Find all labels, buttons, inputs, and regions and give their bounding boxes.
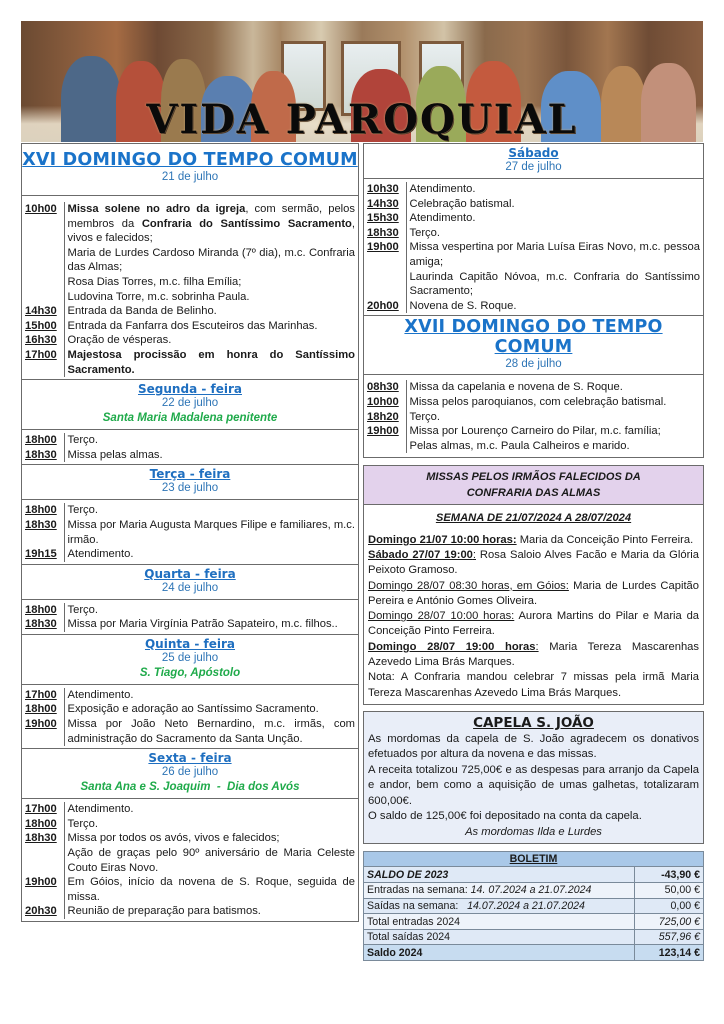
day-date: 21 de julho <box>161 171 219 183</box>
schedule-row <box>22 817 358 832</box>
missas-entry <box>368 548 699 579</box>
boletim-table <box>363 851 704 961</box>
schedule-text: Majestosa procissão em honra do Santíssimo Sacramento. <box>67 348 355 376</box>
missas-week: SEMANA DE 21/07/2024 A 28/07/2024 <box>435 512 632 525</box>
schedule-time <box>22 846 64 875</box>
label-dates: 14. 07.2024 a 21.07.2024 <box>470 884 592 897</box>
schedule-text: Terço. <box>67 603 98 616</box>
schedule-row <box>22 831 358 846</box>
schedule-text: Terço. <box>67 817 98 830</box>
schedule-row <box>364 424 703 439</box>
schedule-row <box>22 688 358 703</box>
day-date: 28 de julho <box>505 358 562 371</box>
schedule-time <box>22 290 64 305</box>
boletim-title: BOLETIM <box>364 851 704 867</box>
missas-header <box>364 466 703 505</box>
schedule-row <box>22 702 358 717</box>
schedule-text: Atendimento. <box>67 803 134 816</box>
schedule-row <box>22 717 358 746</box>
schedule-time: 18h00 <box>22 433 64 448</box>
bold-text: Missa solene no adro da igreja <box>67 203 246 215</box>
schedule-row <box>22 846 358 875</box>
boletim-row <box>364 898 704 914</box>
day-date: 27 de julho <box>505 161 562 173</box>
entry-label: Sábado 27/07 19:00 <box>368 548 473 561</box>
text: , vivos e falecidos; <box>67 217 355 245</box>
schedule-row <box>22 904 358 919</box>
schedule-time: 16h30 <box>22 333 64 348</box>
schedule-row <box>22 333 358 348</box>
schedule-row <box>22 518 358 547</box>
label-dates: 14.07.2024 a 21.07.2024 <box>467 899 585 912</box>
missas-note: Nota: A Confraria mandou celebrar 7 missas pela irmã Maria Tereza Mascarenhas Azevedo Lima Brás Marques. <box>368 671 699 699</box>
schedule-text <box>64 202 358 246</box>
schedule-time: 18h00 <box>22 603 64 618</box>
boletim-value: 0,00 € <box>635 898 704 914</box>
schedule-time: 18h30 <box>22 617 64 632</box>
schedule-time: 18h30 <box>22 831 64 846</box>
schedule-text: Missa da capelania e novena de S. Roque. <box>409 381 623 394</box>
schedule-time: 17h00 <box>22 802 64 817</box>
friday-header <box>22 749 358 799</box>
boletim-label <box>364 914 635 930</box>
schedule-time: 20h30 <box>22 904 64 919</box>
sunday-title: XVII DOMINGO DO TEMPO COMUM <box>404 317 663 358</box>
schedule-row <box>364 270 703 299</box>
schedule-time: 19h00 <box>22 875 64 904</box>
boletim-value: 50,00 € <box>635 883 704 899</box>
missas-title-line: MISSAS PELOS IRMÃOS FALECIDOS DA <box>426 471 641 484</box>
entry-text: Maria da Conceição Pinto Ferreira. <box>516 533 694 546</box>
sunday-xvi-header <box>22 144 358 196</box>
schedule-text: Exposição e adoração ao Santíssimo Sacramento. <box>67 703 319 716</box>
schedule-row <box>364 226 703 241</box>
schedule-text: Atendimento. <box>67 548 134 561</box>
missas-entry <box>368 609 699 640</box>
schedule-row <box>364 380 703 395</box>
schedule-time: 15h00 <box>22 319 64 334</box>
schedule-text: Celebração batismal. <box>409 197 515 210</box>
schedule-time: 19h00 <box>22 717 64 746</box>
label-text: SALDO DE 2023 <box>367 868 449 881</box>
boletim-value: 123,14 € <box>635 945 704 961</box>
schedule-row <box>364 211 703 226</box>
boletim-row <box>364 929 704 945</box>
capela-signature: As mordomas Ilda e Lurdes <box>465 825 602 838</box>
boletim-row <box>364 867 704 883</box>
capela-paragraph: As mordomas da capela de S. João agradecem os donativos efetuados por altura da novena e das missas. <box>368 732 699 761</box>
schedule-row <box>22 875 358 904</box>
schedule-time: 19h15 <box>22 547 64 562</box>
schedule-row <box>364 439 703 454</box>
thursday-schedule <box>22 685 358 749</box>
page-title: VIDA PAROQUIAL <box>146 96 578 142</box>
schedule-text: Missa por João Neto Bernardino, m.c. irmãs, com administração do Sacramento da Santa Unção. <box>67 718 355 745</box>
schedule-text: Novena de S. Roque. <box>409 299 517 312</box>
schedule-text: Ludovina Torre, m.c. sobrinha Paula. <box>67 290 250 303</box>
capela-paragraph: A receita totalizou 725,00€ e as despesas para arranjo da Capela e andor, bem como a aquisição de umas galhetas, totalizaram 600,00€. <box>368 763 699 807</box>
label-text: Entradas na semana: <box>367 884 471 897</box>
capela-box <box>363 711 704 844</box>
schedule-row <box>364 299 703 314</box>
wednesday-schedule <box>22 600 358 635</box>
entry-sep: : <box>472 548 476 561</box>
day-title: Terça - feira <box>149 467 231 482</box>
day-feast: Santa Ana e S. Joaquim - Dia dos Avós <box>80 781 300 794</box>
sunday-xvi-schedule <box>22 196 358 380</box>
schedule-row <box>22 547 358 562</box>
day-title: Quinta - feira <box>144 636 236 651</box>
saturday-schedule <box>364 179 703 316</box>
schedule-text: Atendimento. <box>409 212 476 225</box>
schedule-text: Oração de vésperas. <box>67 334 172 347</box>
schedule-time: 18h00 <box>22 702 64 717</box>
schedule-time <box>364 439 406 454</box>
label-text: Total saídas 2024 <box>367 931 451 944</box>
missas-title-line: CONFRARIA DAS ALMAS <box>466 487 601 500</box>
boletim-value: 557,96 € <box>635 929 704 945</box>
header-banner-image <box>21 21 703 142</box>
sunday-xvii-schedule <box>364 375 703 457</box>
thursday-header <box>22 635 358 685</box>
left-column <box>21 143 359 922</box>
schedule-text: Missa por Maria Virgínia Patrão Sapateiro, m.c. filhos.. <box>67 618 338 631</box>
schedule-text: Missa pelos paroquianos, com celebração batismal. <box>409 395 667 408</box>
schedule-row <box>22 433 358 448</box>
capela-paragraph: O saldo de 125,00€ foi depositado na conta da capela. <box>368 810 642 823</box>
day-title: Sábado <box>508 146 559 160</box>
missas-body <box>364 505 703 704</box>
day-title: Quarta - feira <box>144 566 236 581</box>
schedule-row <box>22 617 358 632</box>
schedule-text: Atendimento. <box>409 183 476 195</box>
schedule-row <box>22 802 358 817</box>
schedule-text: Terço. <box>67 504 98 517</box>
day-feast: Santa Maria Madalena penitente <box>102 412 278 425</box>
entry-text: Rosa Saloio Alves Facão e Maria da Glória Peixoto Gramoso. <box>368 548 699 577</box>
schedule-time: 17h00 <box>22 688 64 703</box>
schedule-text: Missa vespertina por Maria Luísa Eiras Novo, m.c. pessoa amiga; <box>409 241 700 268</box>
schedule-text: Maria de Lurdes Cardoso Miranda (7º dia), m.c. Confraria das Almas; <box>67 246 355 274</box>
schedule-time: 14h30 <box>22 304 64 319</box>
entry-label: Domingo 21/07 10:00 horas: <box>368 533 517 546</box>
schedule-time: 10h00 <box>22 202 64 246</box>
day-date: 23 de julho <box>161 482 219 495</box>
schedule-time: 20h00 <box>364 299 406 314</box>
bold-text: Confraria do Santíssimo Sacramento <box>141 217 352 230</box>
schedule-time: 10h00 <box>364 395 406 410</box>
missas-entry <box>368 533 699 548</box>
schedule-time: 18h00 <box>22 817 64 832</box>
friday-schedule <box>22 799 358 921</box>
schedule-time: 08h30 <box>364 380 406 395</box>
schedule-row <box>22 304 358 319</box>
schedule-time <box>22 246 64 275</box>
schedule-time: 10h30 <box>364 182 406 197</box>
boletim-label <box>364 867 635 883</box>
schedule-time: 18h30 <box>22 518 64 547</box>
boletim-row <box>364 914 704 930</box>
entry-text: Maria Tereza Mascarenhas Azevedo Lima Brás Marques. <box>368 640 699 668</box>
schedule-row <box>364 197 703 212</box>
entry-label: Domingo 28/07 19:00 horas <box>368 640 536 653</box>
schedule-text: Terço. <box>409 226 440 239</box>
weekend-schedule-box <box>363 143 704 458</box>
schedule-row <box>364 182 703 197</box>
schedule-row <box>22 319 358 334</box>
schedule-row <box>22 448 358 463</box>
schedule-text: Missa por Maria Augusta Marques Filipe e familiares, m.c. irmão. <box>67 518 355 546</box>
schedule-time: 19h00 <box>364 424 406 439</box>
boletim-header-row <box>364 851 704 867</box>
schedule-text: Missa por todos os avós, vivos e falecidos; <box>67 832 280 845</box>
label-text: Saldo 2024 <box>367 946 423 959</box>
schedule-time <box>364 270 406 299</box>
monday-header <box>22 380 358 430</box>
schedule-text: Entrada da Banda de Belinho. <box>67 305 217 318</box>
boletim-label <box>364 929 635 945</box>
label-text: Saídas na semana: <box>367 899 468 912</box>
missas-confraria-box <box>363 465 704 705</box>
schedule-time: 18h30 <box>364 226 406 241</box>
day-date: 22 de julho <box>161 397 219 410</box>
schedule-text: Entrada da Fanfarra dos Escuteiros das Marinhas. <box>67 319 318 332</box>
schedule-time: 18h20 <box>364 410 406 425</box>
capela-title: CAPELA S. JOÃO <box>473 714 594 731</box>
schedule-row <box>22 246 358 275</box>
schedule-row <box>364 395 703 410</box>
boletim-row <box>364 883 704 899</box>
schedule-text: Terço. <box>409 410 440 423</box>
schedule-text: Laurinda Capitão Nóvoa, m.c. Confraria do Santíssimo Sacramento; <box>409 270 700 298</box>
schedule-time: 17h00 <box>22 348 64 377</box>
saturday-header <box>364 144 703 179</box>
schedule-time: 14h30 <box>364 197 406 212</box>
schedule-time: 18h30 <box>22 448 64 463</box>
wednesday-header <box>22 565 358 600</box>
schedule-text: Rosa Dias Torres, m.c. filha Emília; <box>67 275 242 288</box>
missas-entry <box>368 640 699 671</box>
schedule-row <box>22 275 358 290</box>
day-feast: S. Tiago, Apóstolo <box>139 666 241 679</box>
schedule-row <box>364 240 703 269</box>
schedule-row <box>22 290 358 305</box>
schedule-text: Terço. <box>67 434 98 447</box>
schedule-text: Missa por Lourenço Carneiro do Pilar, m.c. família; <box>409 425 661 438</box>
schedule-row <box>22 503 358 518</box>
schedule-text: Atendimento. <box>67 688 134 701</box>
schedule-text: Em Góios, início da novena de S. Roque, seguida de missa. <box>67 876 355 903</box>
schedule-text: Ação de graças pelo 90º aniversário de Maria Celeste Couto Eiras Novo. <box>67 847 355 874</box>
schedule-text: Reunião de preparação para batismos. <box>67 905 261 918</box>
entry-text: Maria de Lurdes Capitão Pereira e António Gomes Oliveira. <box>368 579 699 607</box>
missas-entry <box>368 579 699 610</box>
entry-text: Aurora Martins do Pilar e Maria da Conceição Pinto Ferreira. <box>368 610 700 638</box>
boletim-value: 725,00 € <box>635 914 704 930</box>
schedule-time <box>22 275 64 290</box>
sunday-title: XVI DOMINGO DO TEMPO COMUM <box>22 150 358 170</box>
schedule-time: 19h00 <box>364 240 406 269</box>
schedule-row <box>22 348 358 377</box>
text: , com sermão, pelos membros da <box>67 203 355 230</box>
schedule-row <box>364 410 703 425</box>
schedule-text: Missa pelas almas. <box>67 448 163 461</box>
day-title: Sexta - feira <box>148 751 232 766</box>
tuesday-header <box>22 465 358 500</box>
label-text: Total entradas 2024 <box>367 915 461 928</box>
tuesday-schedule <box>22 500 358 564</box>
entry-label: Domingo 28/07 08:30 horas, em Góios: <box>368 579 569 592</box>
schedule-row <box>22 603 358 618</box>
boletim-value: -43,90 € <box>635 867 704 883</box>
sunday-xvii-header <box>364 316 703 375</box>
schedule-time: 18h00 <box>22 503 64 518</box>
boletim-label <box>364 945 635 961</box>
day-date: 26 de julho <box>161 766 219 779</box>
day-date: 25 de julho <box>161 651 219 664</box>
boletim-row <box>364 945 704 961</box>
boletim-label <box>364 883 635 899</box>
entry-sep: : <box>535 640 539 653</box>
monday-schedule <box>22 430 358 465</box>
boletim-label <box>364 898 635 914</box>
schedule-row <box>22 202 358 246</box>
day-title: Segunda - feira <box>138 382 242 397</box>
right-column <box>363 143 704 961</box>
schedule-time: 15h30 <box>364 211 406 226</box>
day-date: 24 de julho <box>161 581 219 594</box>
schedule-text: Pelas almas, m.c. Paula Calheiros e marido. <box>409 439 630 452</box>
entry-label: Domingo 28/07 10:00 horas: <box>368 610 515 623</box>
